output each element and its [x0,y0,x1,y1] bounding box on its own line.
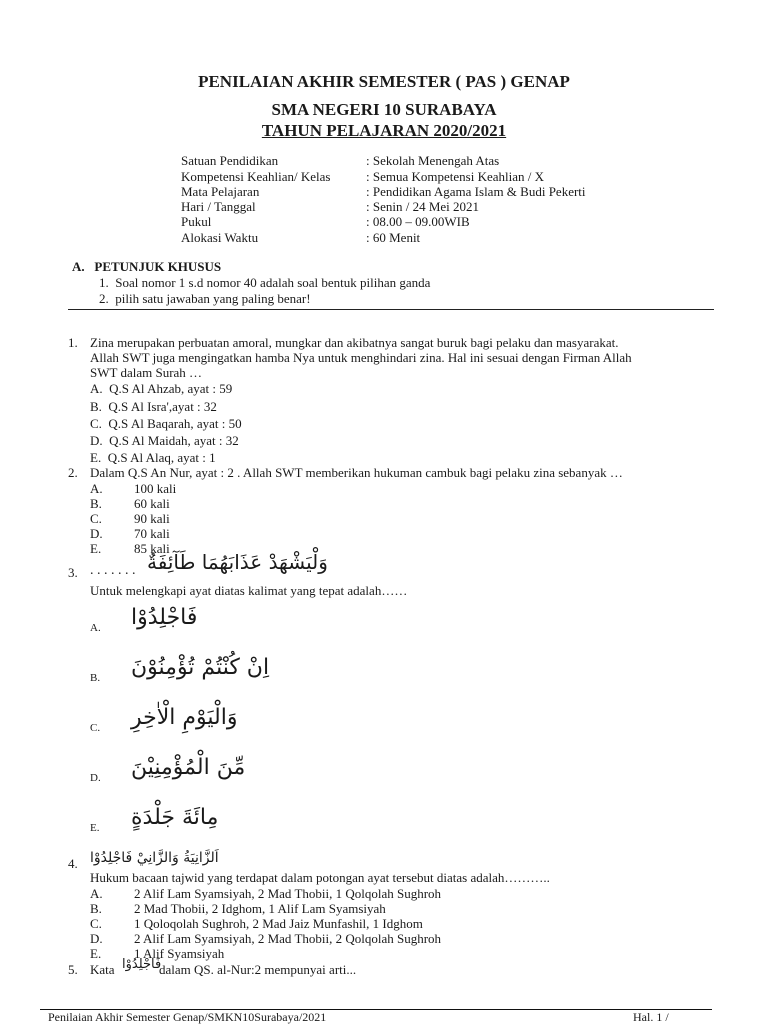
answer-option[interactable]: D. Q.S Al Maidah, ayat : 32 [90,433,239,448]
question-text: Dalam Q.S An Nur, ayat : 2 . Allah SWT memberikan hukuman cambuk bagi pelaku zina sebanyak … [90,465,623,480]
school-name: SMA NEGERI 10 SURABAYA [271,100,497,119]
option-letter: E. [90,541,102,556]
option-letter: C. [90,511,102,526]
answer-option[interactable]: E. Q.S Al Alaq, ayat : 1 [90,450,216,465]
answer-option[interactable]: اِنْ كُنْتُمْ تُؤْمِنُوْنَ [131,655,270,680]
option-letter: A. [90,481,103,496]
info-label: Hari / Tanggal [181,199,256,214]
info-value: : 08.00 – 09.00WIB [366,214,470,229]
answer-option[interactable]: فَاجْلِدُوْا [131,605,198,630]
option-letter: B. [90,672,101,684]
answer-option[interactable]: وَالْيَوْمِ الْاٰخِرِ [131,705,238,730]
answer-option[interactable]: 2 Alif Lam Syamsiyah, 2 Mad Thobii, 1 Qolqolah Sughroh [134,886,442,901]
answer-option[interactable]: 1 Alif Syamsiyah [134,946,225,961]
answer-option[interactable]: 1 Qoloqolah Sughroh, 2 Mad Jaiz Munfashil, 1 Idghom [134,916,423,931]
option-letter: D. [90,772,101,784]
answer-option[interactable]: مِائَةَ جَلْدَةٍ [131,805,219,830]
option-letter: B. [90,496,102,511]
option-letter: E. [90,822,100,834]
info-value: : Senin / 24 Mei 2021 [366,199,480,214]
option-letter: D. [90,931,103,946]
info-value: : Pendidikan Agama Islam & Budi Pekerti [366,184,586,199]
answer-option[interactable]: 70 kali [134,526,170,541]
question-text: Hukum bacaan tajwid yang terdapat dalam potongan ayat tersebut diatas adalah……….. [90,870,550,885]
answer-option[interactable]: 100 kali [134,481,177,496]
option-letter: C. [90,916,102,931]
answer-option[interactable]: مِّنَ الْمُؤْمِنِيْنَ [131,755,246,780]
question-text: Zina merupakan perbuatan amoral, mungkar dan akibatnya sangat buruk bagi pelaku dan masyarakat. [90,335,619,350]
question-number: 2. [68,465,78,480]
answer-option[interactable]: A. Q.S Al Ahzab, ayat : 59 [90,381,233,396]
answer-option[interactable]: 2 Alif Lam Syamsiyah, 2 Mad Thobii, 2 Qolqolah Sughroh [134,931,442,946]
arabic-word: فَاجْلِدُوْا [122,957,162,972]
instructions-title: A. PETUNJUK KHUSUS [72,259,222,274]
divider [68,309,714,310]
question-number: 3. [68,565,78,580]
question-number: 5. [68,962,78,977]
answer-option[interactable]: 90 kali [134,511,170,526]
info-label: Satuan Pendidikan [181,153,279,168]
answer-option[interactable]: 60 kali [134,496,170,511]
option-letter: E. [90,946,102,961]
question-number: 1. [68,335,78,350]
info-value: : Semua Kompetensi Keahlian / X [366,169,544,184]
info-label: Alokasi Waktu [181,230,259,245]
info-label: Mata Pelajaran [181,184,260,199]
answer-option[interactable]: 85 kali [134,541,170,556]
answer-option[interactable]: B. Q.S Al Isra',ayat : 32 [90,399,217,414]
academic-year: TAHUN PELAJARAN 2020/2021 [261,121,507,140]
question-text: SWT dalam Surah … [90,365,203,380]
question-text: Kata [90,962,115,977]
option-letter: D. [90,526,103,541]
exam-title: PENILAIAN AKHIR SEMESTER ( PAS ) GENAP [198,72,570,91]
info-value: : Sekolah Menengah Atas [366,153,500,168]
page-number: Hal. 1 / [633,1010,669,1024]
option-letter: B. [90,901,102,916]
arabic-verse: اَلزَّانِيَةُ وَالزَّانِيْ فَاجْلِدُوْا [90,850,219,866]
question-text: Untuk melengkapi ayat diatas kalimat yang tepat adalah…… [90,583,408,598]
option-letter: A. [90,886,103,901]
info-label: Kompetensi Keahlian/ Kelas [181,169,331,184]
question-text: Allah SWT juga mengingatkan hamba Nya untuk menghindari zina. Hal ini sesuai dengan Firman Allah [90,350,632,365]
question-number: 4. [68,856,78,871]
option-letter: A. [90,622,101,634]
answer-option[interactable]: 2 Mad Thobii, 2 Idghom, 1 Alif Lam Syamsiyah [134,901,386,916]
instruction-item: 2. pilih satu jawaban yang paling benar! [99,291,311,306]
option-letter: C. [90,722,101,734]
answer-option[interactable]: C. Q.S Al Baqarah, ayat : 50 [90,416,242,431]
arabic-verse: وَلْيَشْهَدْ عَذَابَهُمَا طَآئِفَةٌ [147,550,328,574]
blank-dots: . . . . . . . [90,563,136,578]
instruction-item: 1. Soal nomor 1 s.d nomor 40 adalah soal bentuk pilihan ganda [99,275,431,290]
info-label: Pukul [181,214,212,229]
footer-text: Penilaian Akhir Semester Genap/SMKN10Surabaya/2021 [48,1010,327,1024]
question-text: dalam QS. al-Nur:2 mempunyai arti... [159,962,357,977]
info-value: : 60 Menit [366,230,421,245]
